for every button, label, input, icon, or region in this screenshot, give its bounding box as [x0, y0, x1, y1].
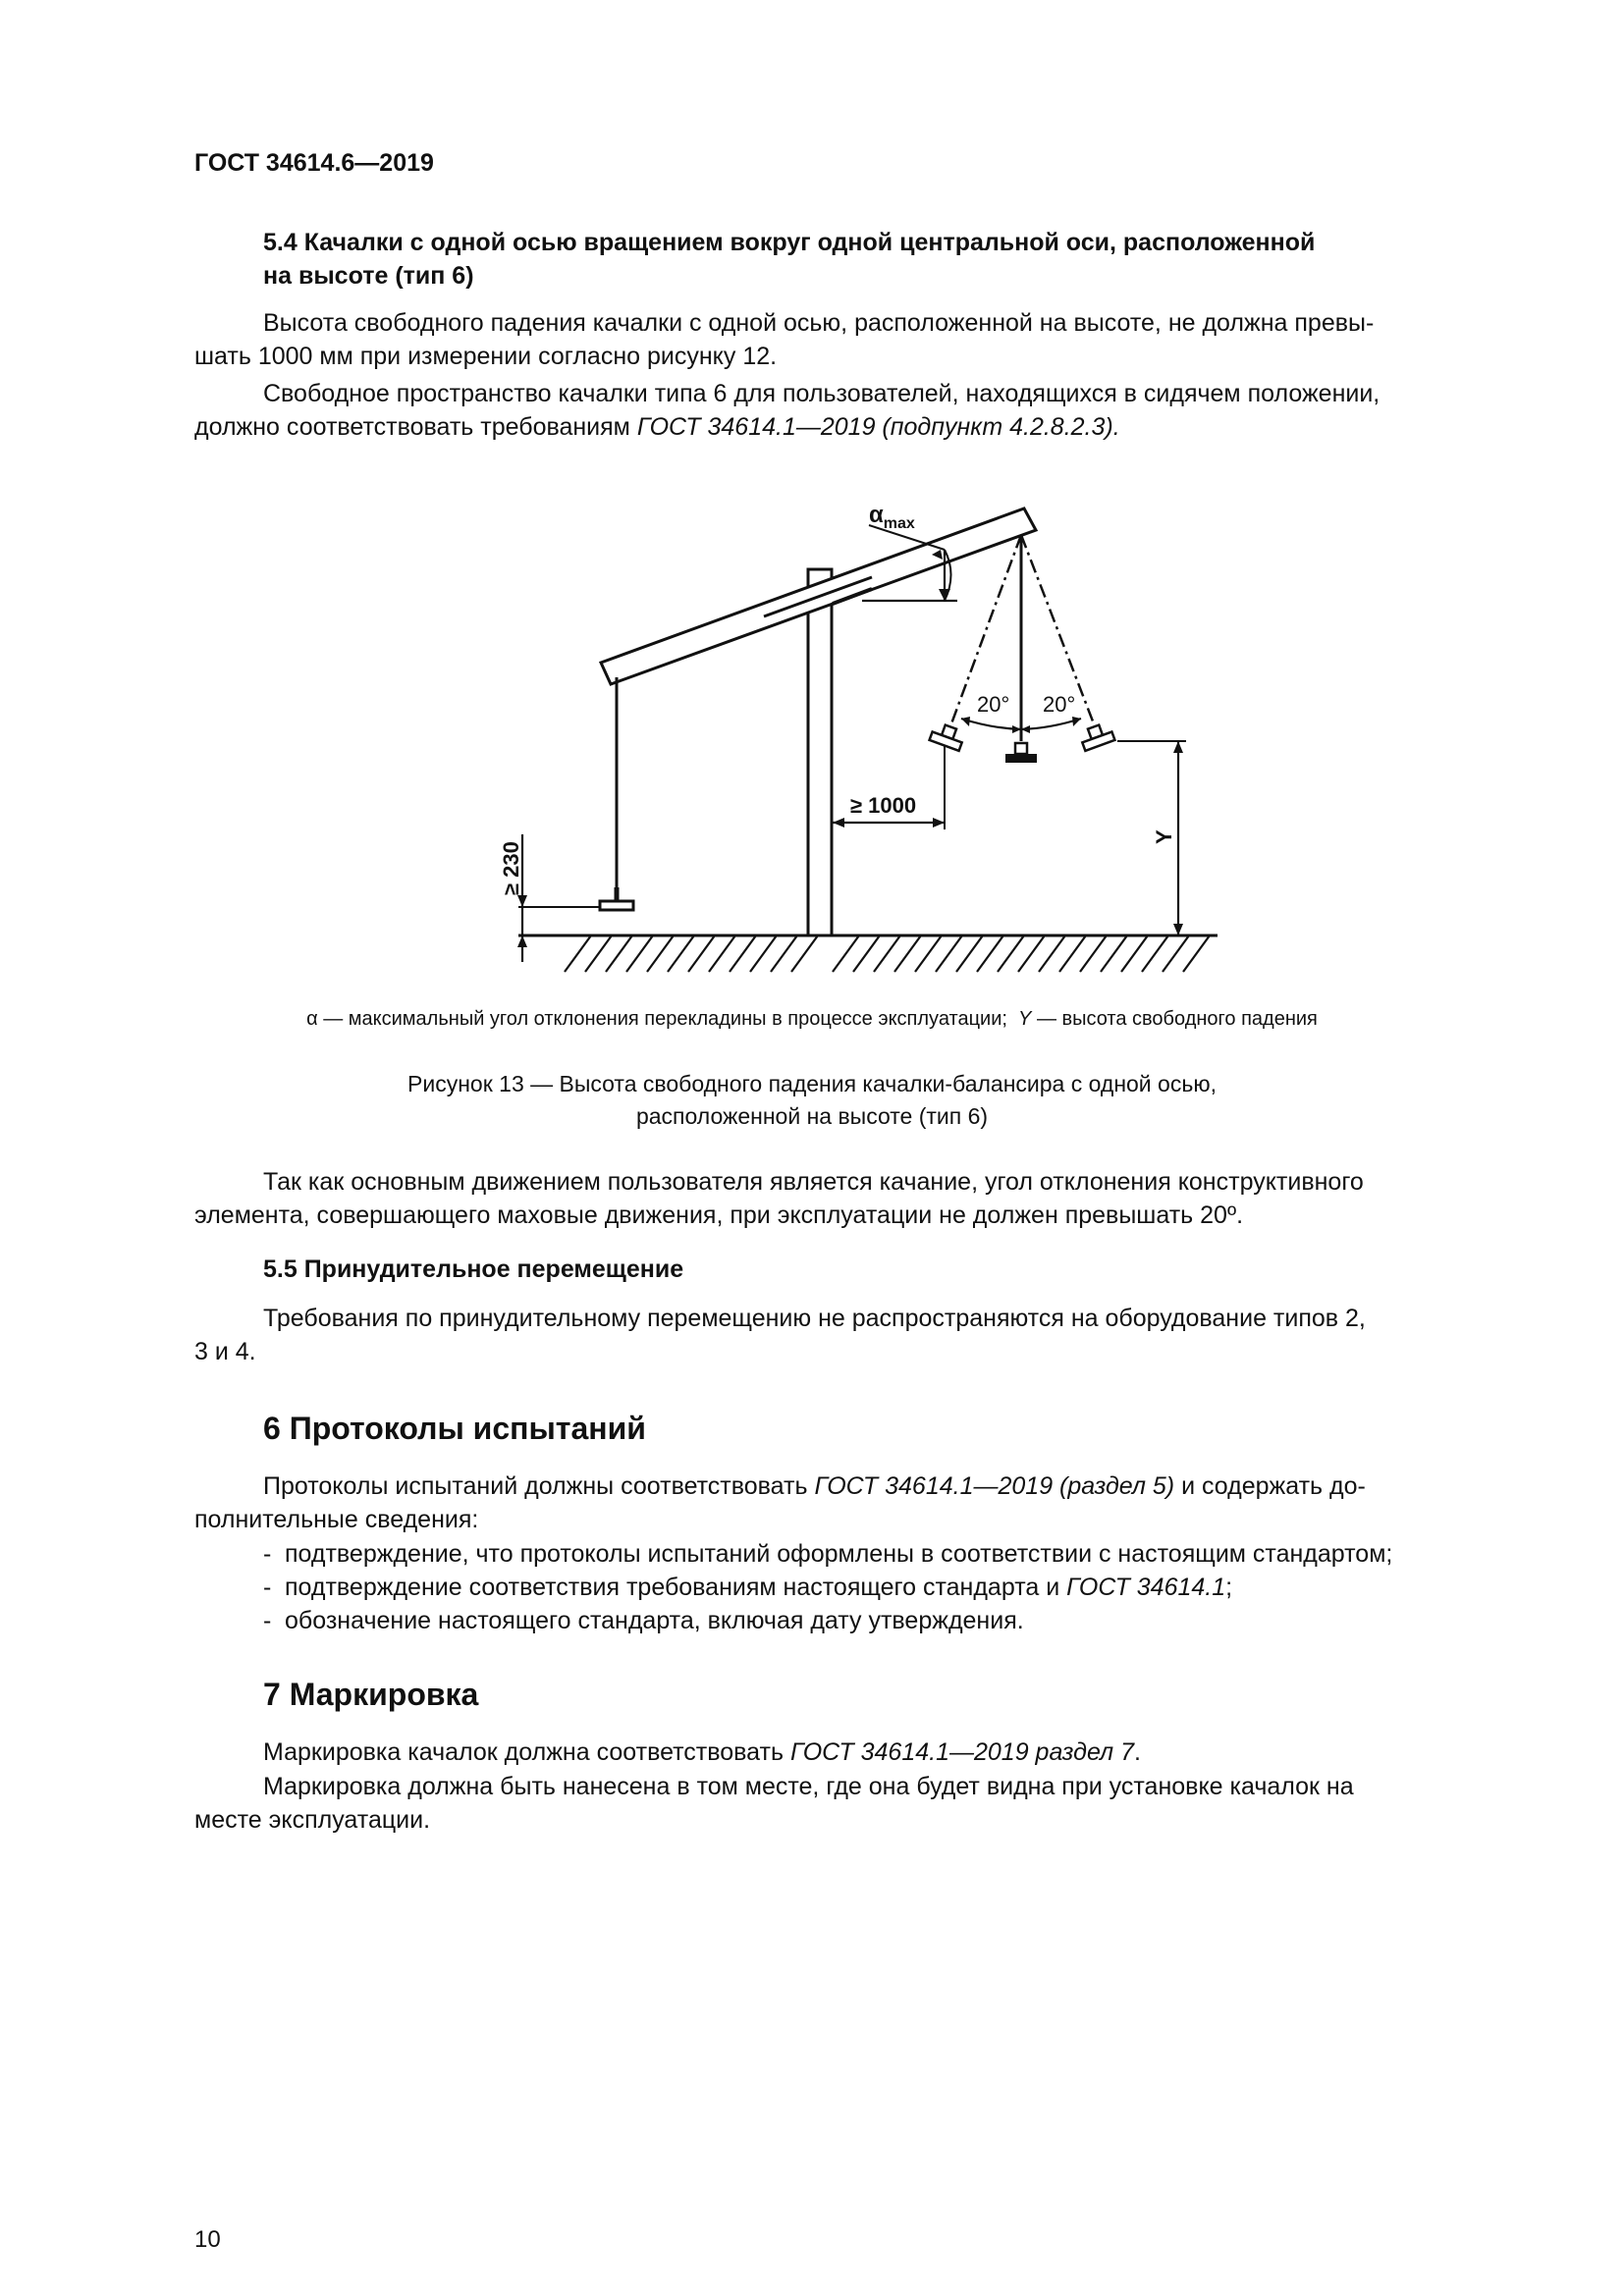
legend-y-symbol: Y: [1018, 1008, 1032, 1030]
section-5-5-title: 5.5 Принудительное перемещение: [263, 1255, 684, 1283]
section-5-4-title-line1: 5.4 Качалки с одной осью вращением вокруг одной центральной оси, расположенной: [263, 229, 1316, 256]
standard-reference: ГОСТ 34614.1—2019 раздел 7: [789, 1738, 1134, 1766]
paragraph-line: Так как основным движением пользователя является качание, угол отклонения конструктивного: [263, 1168, 1364, 1196]
paragraph-line: [194, 1469, 1515, 1503]
paragraph-after-figure: [194, 1165, 1515, 1232]
min-distance-dimension: [833, 746, 945, 829]
free-fall-height-dimension: [1117, 741, 1186, 935]
paragraph-line: шать 1000 мм при измерении согласно рисунку 12.: [194, 343, 778, 370]
min-height-dimension: [499, 834, 599, 962]
legend-alpha: α — максимальный угол отклонения перекладины в процессе эксплуатации;: [306, 1008, 1007, 1030]
alpha-max-label: [869, 502, 915, 532]
paragraph-line: [194, 1735, 1515, 1769]
legend-y-text: — высота свободного падения: [1036, 1008, 1318, 1030]
ground-surface: [518, 935, 1218, 972]
angle-label-left: 20°: [977, 692, 1010, 717]
paragraph-text: должно соответствовать требованиям: [194, 413, 637, 441]
paragraph-text: Маркировка качалок должна соответствовать: [263, 1738, 790, 1766]
list-item-text: ;: [1225, 1574, 1233, 1601]
central-post: [808, 569, 832, 935]
section-5-5-paragraph: [194, 1302, 1515, 1368]
section-7-title: 7 Маркировка: [263, 1677, 479, 1712]
page-number: 10: [194, 2226, 221, 2253]
figure-caption-line1: Рисунок 13 — Высота свободного падения качалки-балансира с одной осью,: [407, 1071, 1217, 1096]
document-number: ГОСТ 34614.6—2019: [194, 149, 434, 177]
section-7-paragraph-2: [194, 1770, 1515, 1837]
angle-arc-right: [1021, 719, 1081, 729]
bullet-marker: -: [263, 1574, 272, 1601]
alpha-subscript: max: [883, 515, 915, 532]
paragraph-text: .: [1133, 1738, 1141, 1766]
pendulum-seat-center: [1005, 743, 1037, 763]
figure-13-swing-diagram: [0, 481, 1624, 991]
angle-arc-left: [961, 719, 1021, 729]
list-item-text: подтверждение соответствия требованиям настоящего стандарта и: [285, 1574, 1067, 1601]
paragraph-line: Требования по принудительному перемещению не распространяются на оборудование типов 2,: [263, 1305, 1366, 1332]
alpha-symbol: α: [869, 502, 884, 528]
figure-caption: [0, 1068, 1624, 1133]
section-5-4-title-line2: на высоте (тип 6): [263, 262, 474, 290]
y-label: Y: [1152, 829, 1176, 844]
paragraph-line: элемента, совершающего маховые движения, при эксплуатации не должен превышать 20º.: [194, 1201, 1244, 1229]
section-6-title: 6 Протоколы испытаний: [263, 1411, 646, 1446]
list-item-text: обозначение настоящего стандарта, включая дату утверждения.: [285, 1607, 1024, 1634]
left-seat: [600, 901, 633, 910]
list-item: [263, 1604, 1024, 1637]
figure-legend: [0, 1008, 1624, 1031]
paragraph-line: Маркировка должна быть нанесена в том месте, где она будет видна при установке качалок на: [263, 1773, 1354, 1800]
section-5-4-paragraph-1: [194, 306, 1515, 373]
paragraph-line: [194, 410, 1515, 444]
paragraph-line: 3 и 4.: [194, 1338, 256, 1365]
list-item: [263, 1571, 1232, 1604]
section-5-4-title: [263, 226, 1315, 293]
standard-reference: ГОСТ 34614.1: [1066, 1574, 1226, 1601]
paragraph-line: Высота свободного падения качалки с одной осью, расположенной на высоте, не должна превы-: [263, 309, 1375, 337]
section-7-paragraph-1: [194, 1735, 1515, 1769]
paragraph-text: и содержать до-: [1174, 1472, 1366, 1500]
standard-reference: ГОСТ 34614.1—2019 (раздел 5): [814, 1472, 1175, 1500]
angle-label-right: 20°: [1043, 692, 1076, 717]
figure-caption-line2: расположенной на высоте (тип 6): [635, 1103, 989, 1129]
section-6-paragraph: [194, 1469, 1515, 1536]
paragraph-line: полнительные сведения:: [194, 1506, 479, 1533]
standard-reference: ГОСТ 34614.1—2019 (подпункт 4.2.8.2.3).: [636, 413, 1120, 441]
min-distance-label: ≥ 1000: [850, 793, 917, 818]
pendulum-seat-right: [1079, 721, 1115, 751]
section-5-4-paragraph-2: [194, 377, 1515, 444]
list-item: [263, 1537, 1392, 1571]
paragraph-line: Свободное пространство качалки типа 6 для пользователей, находящихся в сидячем положении,: [263, 380, 1380, 407]
list-item-text: подтверждение, что протоколы испытаний оформлены в соответствии с настоящим стандартом;: [285, 1540, 1393, 1568]
bullet-marker: -: [263, 1607, 272, 1634]
paragraph-text: Протоколы испытаний должны соответствовать: [263, 1472, 815, 1500]
min-height-label: ≥ 230: [499, 841, 523, 895]
pendulum-seat-left: [930, 721, 966, 751]
bullet-marker: -: [263, 1540, 272, 1568]
paragraph-line: месте эксплуатации.: [194, 1806, 431, 1834]
